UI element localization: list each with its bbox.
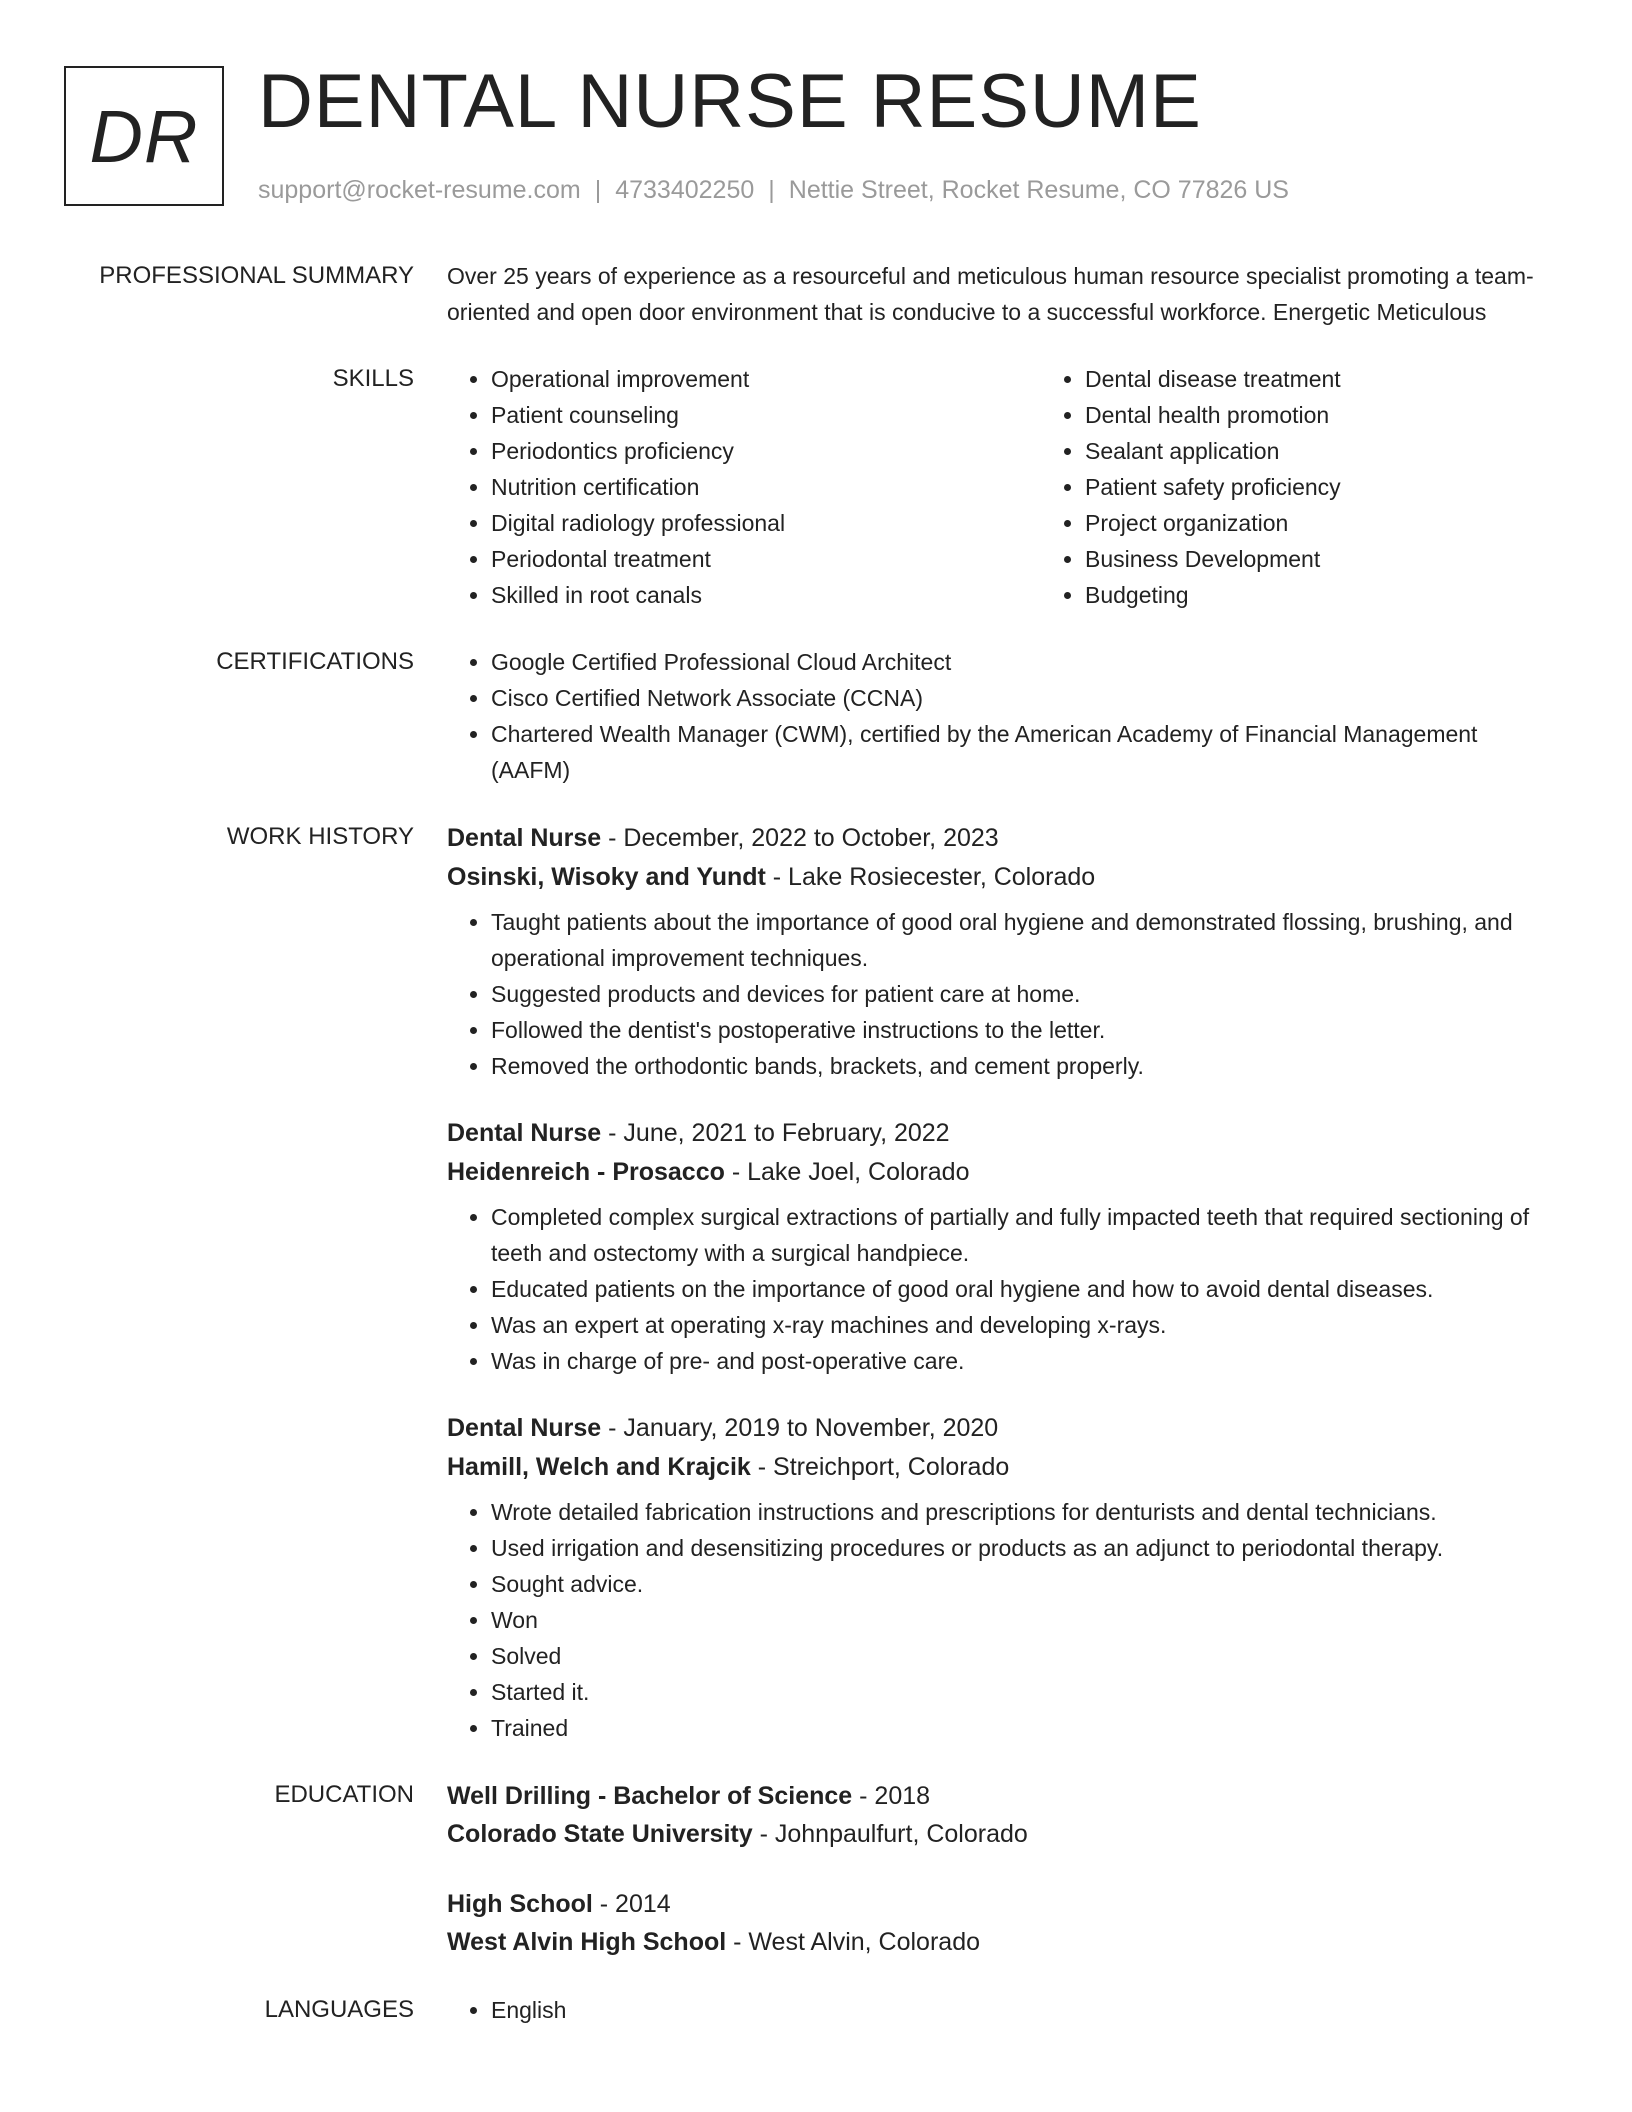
job-dates: - June, 2021 to February, 2022 xyxy=(601,1119,950,1147)
section-label: LANGUAGES xyxy=(264,1996,414,2023)
contact-separator: | xyxy=(768,176,775,204)
list-item: • Periodontics proficiency xyxy=(491,433,1041,469)
list-item: • Removed the orthodontic bands, brackets, and cement properly. xyxy=(491,1048,1562,1084)
section-label: EDUCATION xyxy=(274,1781,414,1808)
work-history-section xyxy=(0,819,1632,1746)
job-entry xyxy=(447,1114,1562,1379)
list-item: • Google Certified Professional Cloud Architect xyxy=(491,644,1562,680)
list-item: • Educated patients on the importance of good oral hygiene and how to avoid dental diseases. xyxy=(491,1271,1562,1307)
list-item: • Project organization xyxy=(1085,505,1632,541)
list-item: • Wrote detailed fabrication instructions and prescriptions for denturists and dental technicians. xyxy=(491,1494,1562,1530)
list-item: • English xyxy=(491,1992,1562,2028)
job-location: - Lake Joel, Colorado xyxy=(724,1158,970,1186)
education-school: Colorado State University xyxy=(447,1820,753,1848)
job-entry xyxy=(447,819,1562,1084)
list-item: • Cisco Certified Network Associate (CCNA) xyxy=(491,680,1562,716)
job-title: Dental Nurse xyxy=(447,824,602,852)
job-location: - Streichport, Colorado xyxy=(750,1453,1010,1481)
list-item: • Dental disease treatment xyxy=(1085,361,1632,397)
list-item: • Used irrigation and desensitizing procedures or products as an adjunct to periodontal therapy. xyxy=(491,1530,1562,1566)
education-location: - Johnpaulfurt, Colorado xyxy=(752,1820,1028,1848)
education-section xyxy=(0,1777,1632,1961)
languages-list xyxy=(447,1992,1562,2028)
job-dates: - January, 2019 to November, 2020 xyxy=(601,1414,999,1442)
education-year: - 2014 xyxy=(592,1890,671,1918)
certifications-section xyxy=(0,644,1632,788)
list-item: • Sought advice. xyxy=(491,1566,1562,1602)
list-item: • Budgeting xyxy=(1085,577,1632,613)
list-item: • Periodontal treatment xyxy=(491,541,1041,577)
job-duties xyxy=(447,1199,1562,1379)
list-item: • Patient safety proficiency xyxy=(1085,469,1632,505)
education-degree: Well Drilling - Bachelor of Science xyxy=(447,1782,853,1810)
list-item: • Sealant application xyxy=(1085,433,1632,469)
skills-section xyxy=(0,361,1632,613)
job-company: Osinski, Wisoky and Yundt xyxy=(447,863,766,891)
list-item: • Trained xyxy=(491,1710,1562,1746)
skills-list-right xyxy=(1041,361,1632,613)
contact-address: Nettie Street, Rocket Resume, CO 77826 US xyxy=(788,176,1289,204)
monogram: DR xyxy=(64,66,224,206)
page-title: DENTAL NURSE RESUME xyxy=(258,59,1202,144)
skills-list-left xyxy=(447,361,1041,613)
job-duties xyxy=(447,904,1562,1084)
list-item: • Business Development xyxy=(1085,541,1632,577)
list-item: • Suggested products and devices for patient care at home. xyxy=(491,976,1562,1012)
education-year: - 2018 xyxy=(852,1782,931,1810)
job-location: - Lake Rosiecester, Colorado xyxy=(765,863,1096,891)
job-title: Dental Nurse xyxy=(447,1414,602,1442)
job-duties xyxy=(447,1494,1562,1746)
job-company: Hamill, Welch and Krajcik xyxy=(447,1453,751,1481)
list-item: • Chartered Wealth Manager (CWM), certified by the American Academy of Financial Management (AAFM) xyxy=(491,716,1562,788)
job-title: Dental Nurse xyxy=(447,1119,602,1147)
list-item: • Won xyxy=(491,1602,1562,1638)
summary-text: Over 25 years of experience as a resourceful and meticulous human resource specialist promoting a team-oriented and open door environment that is conducive to a successful workforce. Energetic Meticulous xyxy=(447,263,1534,325)
contact-phone: 4733402250 xyxy=(615,176,755,204)
list-item: • Solved xyxy=(491,1638,1562,1674)
education-entry xyxy=(447,1777,1562,1853)
list-item: • Patient counseling xyxy=(491,397,1041,433)
list-item: • Was an expert at operating x-ray machines and developing x-rays. xyxy=(491,1307,1562,1343)
list-item: • Nutrition certification xyxy=(491,469,1041,505)
education-degree: High School xyxy=(447,1890,593,1918)
list-item: • Was in charge of pre- and post-operative care. xyxy=(491,1343,1562,1379)
section-label: WORK HISTORY xyxy=(226,823,414,850)
section-label: CERTIFICATIONS xyxy=(216,648,414,675)
section-label: SKILLS xyxy=(332,365,414,392)
job-company: Heidenreich - Prosacco xyxy=(447,1158,725,1186)
job-entry xyxy=(447,1409,1562,1746)
contact-separator: | xyxy=(594,176,602,204)
education-location: - West Alvin, Colorado xyxy=(726,1928,980,1956)
job-dates: - December, 2022 to October, 2023 xyxy=(601,824,999,852)
summary-section xyxy=(0,258,1632,330)
list-item: • Digital radiology professional xyxy=(491,505,1041,541)
education-entry xyxy=(447,1885,1562,1961)
list-item: • Completed complex surgical extractions of partially and fully impacted teeth that required sectioning of teeth and ostectomy with a surgical handpiece. xyxy=(491,1199,1562,1271)
list-item: • Dental health promotion xyxy=(1085,397,1632,433)
contact-line xyxy=(258,172,1289,208)
languages-section xyxy=(0,1992,1632,2028)
resume-body xyxy=(0,258,1632,2059)
section-label: PROFESSIONAL SUMMARY xyxy=(99,262,414,289)
list-item: • Taught patients about the importance of good oral hygiene and demonstrated flossing, brushing, and operational improvement techniques. xyxy=(491,904,1562,976)
list-item: • Started it. xyxy=(491,1674,1562,1710)
list-item: • Followed the dentist's postoperative instructions to the letter. xyxy=(491,1012,1562,1048)
certifications-list xyxy=(447,644,1562,788)
list-item: • Operational improvement xyxy=(491,361,1041,397)
contact-email: support@rocket-resume.com xyxy=(258,176,581,204)
education-school: West Alvin High School xyxy=(447,1928,727,1956)
list-item: • Skilled in root canals xyxy=(491,577,1041,613)
